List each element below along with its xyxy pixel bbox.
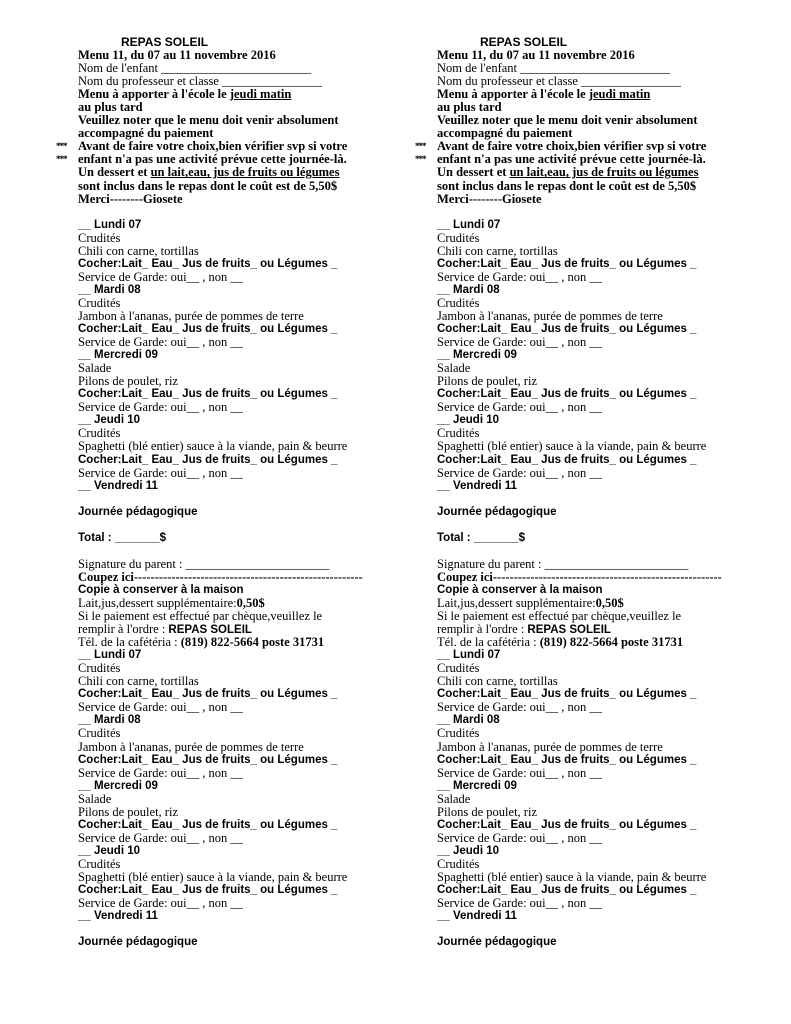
notice-day: jeudi matin [229, 87, 292, 102]
copy-day-friday: __ Vendredi 11 [437, 910, 517, 923]
dish: Salade [437, 791, 471, 806]
phone-line [437, 636, 782, 649]
drink-choice: Cocher:Lait_ Eau_ Jus de fruits_ ou Légumes _ [78, 818, 338, 831]
brand-title: REPAS SOLEIL [121, 35, 209, 49]
copy-day-tuesday: __ Mardi 08 [437, 714, 500, 727]
drink-choice[interactable]: Cocher:Lait_ Eau_ Jus de fruits_ ou Légumes _ [78, 388, 338, 401]
drink-choice[interactable]: Cocher:Lait_ Eau_ Jus de fruits_ ou Légumes _ [437, 453, 697, 466]
notice-prefix: Menu à apporter à l'école le [437, 87, 589, 102]
drink-choice[interactable]: Cocher:Lait_ Eau_ Jus de fruits_ ou Légumes _ [437, 323, 697, 336]
cheque-prefix: remplir à l'ordre : [78, 622, 169, 637]
copy-day-thursday: __ Jeudi 10 [78, 844, 141, 857]
signature-field[interactable]: Signature du parent : _______________________ [437, 556, 689, 571]
cut-here-line: Coupez ici------------------------------------------------------- [437, 569, 722, 584]
daycare-choice[interactable]: Service de Garde: oui__ , non __ [78, 335, 243, 350]
dish: Crudités [78, 295, 121, 310]
stars-marker: *** [56, 154, 67, 165]
daycare-choice: Service de Garde: oui__ , non __ [78, 830, 243, 845]
price-line: sont inclus dans le repas dont le coût est de 5,50$ [437, 178, 697, 193]
dessert-line [78, 166, 423, 179]
notice-deadline-suffix: au plus tard [78, 100, 143, 115]
dish: Crudités [437, 426, 480, 441]
phone-number: (819) 822-5664 poste 31731 [539, 635, 684, 650]
extra-prefix: Lait,jus,dessert supplémentaire: [78, 596, 237, 611]
drink-choice[interactable]: Cocher:Lait_ Eau_ Jus de fruits_ ou Légumes _ [437, 388, 697, 401]
dish: Pilons de poulet, riz [78, 374, 178, 389]
notice-choice-2-text: enfant n'a pas une activité prévue cette journée-là. [437, 152, 706, 167]
menu-title: Menu 11, du 07 au 11 novembre 2016 [78, 48, 276, 63]
drink-choice: Cocher:Lait_ Eau_ Jus de fruits_ ou Légumes _ [437, 884, 697, 897]
dessert-underlined: un lait,eau, jus de fruits ou légumes [150, 165, 340, 180]
copy-day-tuesday: __ Mardi 08 [78, 714, 141, 727]
signature-field[interactable]: Signature du parent : _______________________ [78, 556, 330, 571]
total-field[interactable]: Total : _______$ [78, 531, 167, 544]
dish: Crudités [437, 661, 480, 676]
dessert-underlined: un lait,eau, jus de fruits ou légumes [509, 165, 699, 180]
drink-choice: Cocher:Lait_ Eau_ Jus de fruits_ ou Légumes _ [78, 688, 338, 701]
thanks-line: Merci--------Giosete [437, 191, 542, 206]
dish: Salade [437, 361, 471, 376]
dessert-line [437, 166, 782, 179]
cheque-payee: REPAS SOLEIL [168, 624, 252, 637]
drink-choice: Cocher:Lait_ Eau_ Jus de fruits_ ou Légumes _ [437, 688, 697, 701]
menu-form-left [56, 35, 423, 949]
dessert-prefix: Un dessert et [437, 165, 510, 180]
day-thursday[interactable]: __ Jeudi 10 [78, 414, 141, 427]
notice-prefix: Menu à apporter à l'école le [78, 87, 230, 102]
daycare-choice: Service de Garde: oui__ , non __ [78, 765, 243, 780]
dish: Crudités [78, 661, 121, 676]
dish: Pilons de poulet, riz [437, 374, 537, 389]
copy-day-thursday: __ Jeudi 10 [437, 844, 500, 857]
day-monday[interactable]: __ Lundi 07 [437, 218, 501, 231]
copy-day-wednesday: __ Mercredi 09 [78, 779, 158, 792]
notice-payment-1: Veuillez noter que le menu doit venir absolument [78, 113, 339, 128]
cheque-line-1: Si le paiement est effectué par chèque,veuillez le [78, 609, 323, 624]
dish: Crudités [78, 426, 121, 441]
notice-choice-1-text: Avant de faire votre choix,bien vérifier svp si votre [78, 139, 348, 154]
cheque-prefix: remplir à l'ordre : [437, 622, 528, 637]
drink-choice[interactable]: Cocher:Lait_ Eau_ Jus de fruits_ ou Légumes _ [78, 453, 338, 466]
copy-day-wednesday: __ Mercredi 09 [437, 779, 517, 792]
dish: Chili con carne, tortillas [437, 243, 558, 258]
daycare-choice: Service de Garde: oui__ , non __ [78, 700, 243, 715]
stars-marker: *** [56, 141, 67, 152]
notice-payment-2: accompagné du paiement [78, 126, 214, 141]
day-wednesday[interactable]: __ Mercredi 09 [78, 349, 158, 362]
dish: Pilons de poulet, riz [437, 804, 537, 819]
daycare-choice[interactable]: Service de Garde: oui__ , non __ [437, 400, 602, 415]
daycare-choice[interactable]: Service de Garde: oui__ , non __ [437, 465, 602, 480]
dessert-prefix: Un dessert et [78, 165, 151, 180]
day-thursday[interactable]: __ Jeudi 10 [437, 414, 500, 427]
drink-choice[interactable]: Cocher:Lait_ Eau_ Jus de fruits_ ou Légumes _ [78, 323, 338, 336]
dish: Jambon à l'ananas, purée de pommes de terre [437, 739, 663, 754]
dish: Crudités [437, 856, 480, 871]
day-wednesday[interactable]: __ Mercredi 09 [437, 349, 517, 362]
dish: Crudités [78, 230, 121, 245]
copy-day-monday: __ Lundi 07 [437, 649, 501, 662]
day-tuesday[interactable]: __ Mardi 08 [78, 283, 141, 296]
copy-pedagogical-day: Journée pédagogique [78, 936, 198, 949]
pedagogical-day: Journée pédagogique [78, 505, 198, 518]
dish: Spaghetti (blé entier) sauce à la viande, pain & beurre [437, 870, 707, 884]
notice-deadline-suffix: au plus tard [437, 100, 502, 115]
copy-pedagogical-day: Journée pédagogique [437, 936, 557, 949]
extra-price: 0,50$ [236, 596, 265, 611]
child-name-field[interactable]: Nom de l'enfant ________________________ [78, 61, 312, 76]
daycare-choice: Service de Garde: oui__ , non __ [78, 896, 243, 911]
dish: Spaghetti (blé entier) sauce à la viande, pain & beurre [437, 439, 707, 454]
child-name-field[interactable]: Nom de l'enfant ________________________ [437, 61, 671, 76]
dish: Salade [78, 791, 112, 806]
daycare-choice[interactable]: Service de Garde: oui__ , non __ [437, 335, 602, 350]
extra-price: 0,50$ [595, 596, 624, 611]
drink-choice: Cocher:Lait_ Eau_ Jus de fruits_ ou Légumes _ [78, 753, 338, 766]
day-friday[interactable]: __ Vendredi 11 [78, 479, 158, 492]
drink-choice[interactable]: Cocher:Lait_ Eau_ Jus de fruits_ ou Légumes _ [437, 257, 697, 270]
day-friday[interactable]: __ Vendredi 11 [437, 479, 517, 492]
daycare-choice[interactable]: Service de Garde: oui__ , non __ [437, 269, 602, 284]
keep-copy-title: Copie à conserver à la maison [78, 583, 244, 596]
dish: Chili con carne, tortillas [78, 674, 199, 689]
total-field[interactable]: Total : _______$ [437, 531, 526, 544]
dish: Chili con carne, tortillas [437, 674, 558, 689]
dish: Pilons de poulet, riz [78, 804, 178, 819]
dish: Chili con carne, tortillas [78, 243, 199, 258]
cut-here-line: Coupez ici------------------------------------------------------- [78, 569, 363, 584]
dish: Jambon à l'ananas, purée de pommes de terre [437, 308, 663, 323]
day-monday[interactable]: __ Lundi 07 [78, 218, 142, 231]
cheque-payee: REPAS SOLEIL [527, 624, 611, 637]
cheque-line-1: Si le paiement est effectué par chèque,veuillez le [437, 609, 682, 624]
stars-marker: *** [415, 141, 426, 152]
notice-choice-2-text: enfant n'a pas une activité prévue cette journée-là. [78, 152, 347, 167]
drink-choice: Cocher:Lait_ Eau_ Jus de fruits_ ou Légumes _ [437, 818, 697, 831]
day-tuesday[interactable]: __ Mardi 08 [437, 283, 500, 296]
pedagogical-day: Journée pédagogique [437, 505, 557, 518]
daycare-choice: Service de Garde: oui__ , non __ [437, 765, 602, 780]
dish: Jambon à l'ananas, purée de pommes de terre [78, 739, 304, 754]
copy-day-friday: __ Vendredi 11 [78, 910, 158, 923]
daycare-choice: Service de Garde: oui__ , non __ [437, 896, 602, 911]
teacher-field[interactable]: Nom du professeur et classe ________________ [78, 74, 323, 89]
dish: Spaghetti (blé entier) sauce à la viande, pain & beurre [78, 870, 348, 884]
daycare-choice[interactable]: Service de Garde: oui__ , non __ [78, 269, 243, 284]
dish: Crudités [437, 230, 480, 245]
notice-day: jeudi matin [588, 87, 651, 102]
extra-prefix: Lait,jus,dessert supplémentaire: [437, 596, 596, 611]
stars-marker: *** [415, 154, 426, 165]
daycare-choice[interactable]: Service de Garde: oui__ , non __ [78, 400, 243, 415]
dish: Crudités [78, 856, 121, 871]
daycare-choice: Service de Garde: oui__ , non __ [437, 700, 602, 715]
brand-title: REPAS SOLEIL [480, 35, 568, 49]
notice-payment-2: accompagné du paiement [437, 126, 573, 141]
menu-form-right [415, 35, 782, 949]
drink-choice: Cocher:Lait_ Eau_ Jus de fruits_ ou Légumes _ [78, 884, 338, 897]
dish: Spaghetti (blé entier) sauce à la viande, pain & beurre [78, 439, 348, 454]
dish: Crudités [437, 726, 480, 741]
dish: Crudités [78, 726, 121, 741]
drink-choice: Cocher:Lait_ Eau_ Jus de fruits_ ou Légumes _ [437, 753, 697, 766]
phone-prefix: Tél. de la cafétéria : [437, 635, 540, 650]
menu-title: Menu 11, du 07 au 11 novembre 2016 [437, 48, 635, 63]
notice-choice-1-text: Avant de faire votre choix,bien vérifier svp si votre [437, 139, 707, 154]
dish: Salade [78, 361, 112, 376]
price-line: sont inclus dans le repas dont le coût est de 5,50$ [78, 178, 338, 193]
phone-number: (819) 822-5664 poste 31731 [180, 635, 325, 650]
teacher-field[interactable]: Nom du professeur et classe ________________ [437, 74, 682, 89]
phone-line [78, 636, 423, 649]
keep-copy-title: Copie à conserver à la maison [437, 583, 603, 596]
daycare-choice: Service de Garde: oui__ , non __ [437, 830, 602, 845]
thanks-line: Merci--------Giosete [78, 191, 183, 206]
daycare-choice[interactable]: Service de Garde: oui__ , non __ [78, 465, 243, 480]
dish: Jambon à l'ananas, purée de pommes de terre [78, 308, 304, 323]
notice-payment-1: Veuillez noter que le menu doit venir absolument [437, 113, 698, 128]
copy-day-monday: __ Lundi 07 [78, 649, 142, 662]
phone-prefix: Tél. de la cafétéria : [78, 635, 181, 650]
dish: Crudités [437, 295, 480, 310]
drink-choice[interactable]: Cocher:Lait_ Eau_ Jus de fruits_ ou Légumes _ [78, 257, 338, 270]
